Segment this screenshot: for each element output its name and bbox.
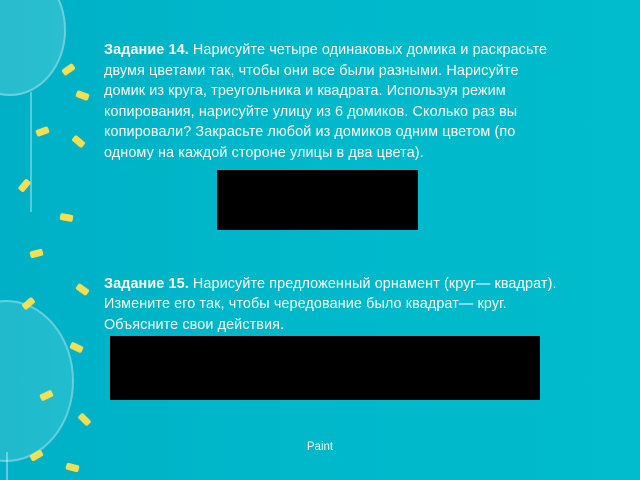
confetti-fleck: [35, 126, 50, 137]
task-14-image-placeholder: [217, 170, 418, 230]
task-15-text: Нарисуйте предложенный орнамент (круг— квадрат). Измените его так, чтобы чередование было квадрат— круг. Объясните свои действия.: [104, 275, 557, 333]
confetti-fleck: [71, 135, 85, 149]
balloon-decoration-top: [0, 0, 66, 96]
balloon-string-bottom: [6, 452, 8, 480]
task-15-label: Задание 15.: [104, 275, 189, 292]
confetti-fleck: [69, 342, 84, 354]
confetti-fleck: [75, 283, 90, 296]
footer-caption: Paint: [306, 441, 334, 453]
confetti-fleck: [75, 90, 90, 101]
confetti-fleck: [29, 248, 43, 258]
confetti-fleck: [61, 63, 76, 76]
balloon-string-top: [30, 92, 32, 212]
task-14-paragraph: [104, 40, 560, 163]
confetti-fleck: [77, 412, 91, 426]
task-14-label: Задание 14.: [104, 42, 189, 59]
task-15-image-placeholder-top: [110, 336, 540, 358]
task-15-paragraph: [104, 274, 560, 336]
confetti-fleck: [65, 462, 79, 472]
task-14-text: Нарисуйте четыре одинаковых домика и раскрасьте двумя цветами так, чтобы они все были разными. Нарисуйте домик из круга, треугольника и квадрата. Используя режим копирования, нарисуйте улицу из 6 домиков. Сколько раз вы копировали? Закрасьте любой из домиков одним цветом (по одному на каждой стороне улицы в два цвета).: [104, 42, 548, 161]
balloon-decoration-bottom: [0, 300, 74, 462]
confetti-fleck: [59, 213, 73, 222]
